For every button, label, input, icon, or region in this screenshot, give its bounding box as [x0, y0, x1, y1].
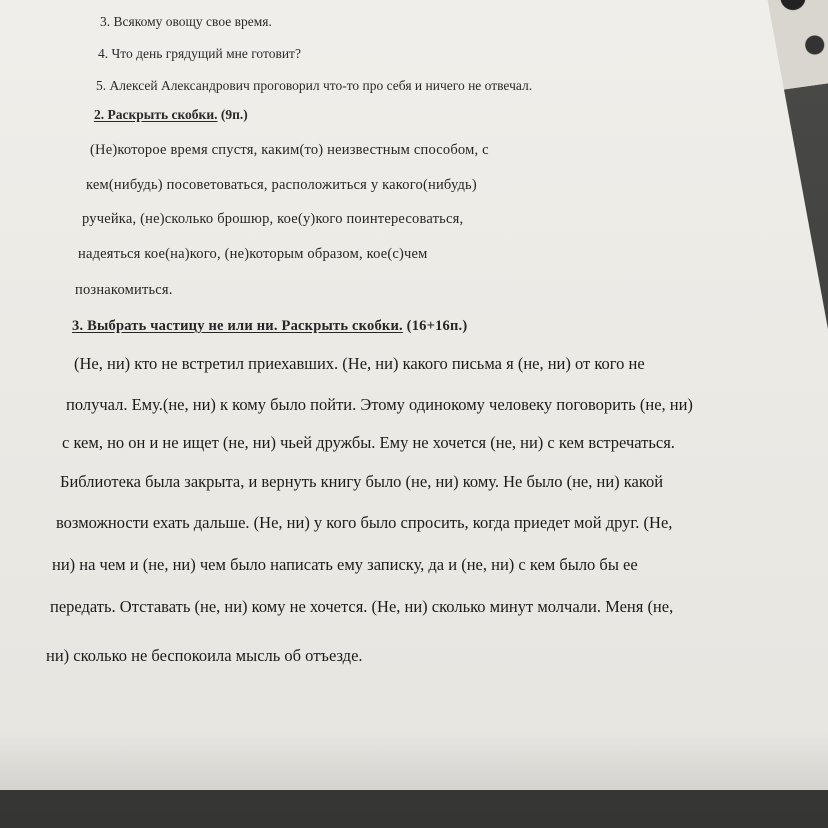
task1-item: 5. Алексей Александрович проговорил что-то про себя и ничего не отвечал. — [96, 78, 533, 93]
task3-line: ни) на чем и (не, ни) чем было написать ему записку, да и (не, ни) с кем было бы ее — [52, 555, 638, 574]
task3-line: с кем, но он и не ищет (не, ни) чьей дружбы. Ему не хочется (не, ни) с кем встречаться. — [62, 433, 675, 452]
task2-title: 2. Раскрыть скобки. — [94, 107, 218, 122]
task3-line: Библиотека была закрыта, и вернуть книгу было (не, ни) кому. Не было (не, ни) какой — [60, 472, 664, 491]
task2-points: (9п.) — [220, 107, 248, 122]
task2-heading — [94, 107, 248, 123]
task2-line: познакомиться. — [75, 282, 173, 298]
task3-line: (Не, ни) кто не встретил приехавших. (Не, ни) какого письма я (не, ни) от кого не — [74, 354, 645, 373]
task3-points: (16+16п.) — [406, 318, 468, 334]
task2-line: (Не)которое время спустя, каким(то) неизвестным способом, с — [90, 142, 489, 158]
task1-item: 4. Что день грядущий мне готовит? — [98, 46, 301, 61]
task1-item: 3. Всякому овощу свое время. — [100, 14, 272, 29]
task3-title: 3. Выбрать частицу не или ни. Раскрыть скобки. — [72, 318, 403, 334]
task3-line: возможности ехать дальше. (Не, ни) у кого было спросить, когда приедет мой друг. (Не, — [56, 513, 673, 532]
task3-line: ни) сколько не беспокоила мысль об отъезде. — [46, 646, 363, 665]
task3-heading — [72, 318, 467, 335]
task2-line: ручейка, (не)сколько брошюр, кое(у)кого поинтересоваться, — [82, 211, 464, 227]
task2-line: кем(нибудь) посоветоваться, расположиться у какого(нибудь) — [86, 177, 477, 193]
task3-line: передать. Отставать (не, ни) кому не хочется. (Не, ни) сколько минут молчали. Меня (не, — [50, 597, 674, 616]
task2-line: надеяться кое(на)кого, (не)которым образом, кое(с)чем — [78, 246, 428, 262]
task3-line: получал. Ему.(не, ни) к кому было пойти. Этому одинокому человеку поговорить (не, ни) — [66, 395, 693, 414]
